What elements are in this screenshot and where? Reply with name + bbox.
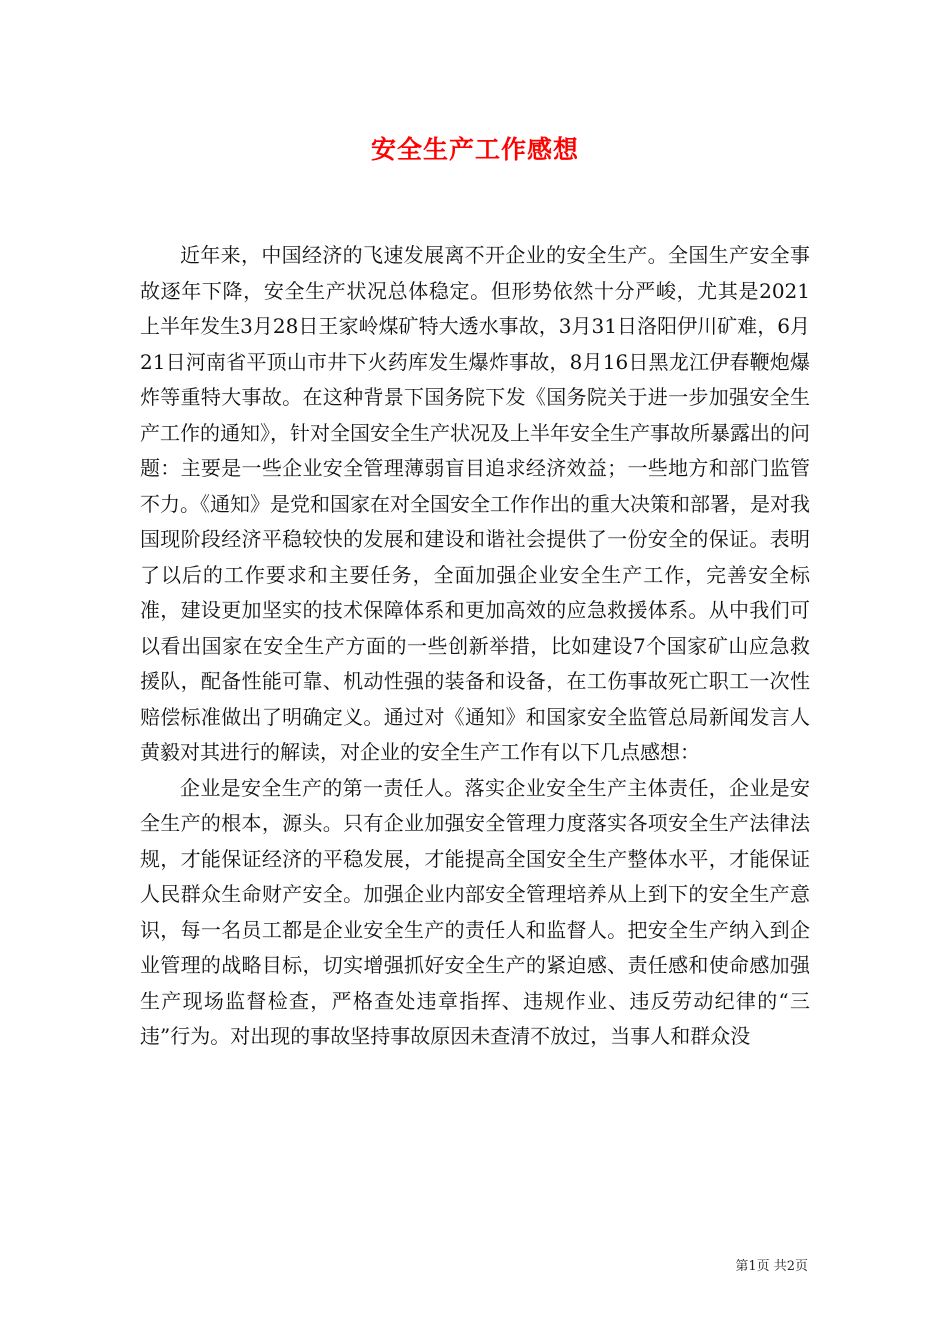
paragraph-2: 企业是安全生产的第一责任人。落实企业安全生产主体责任，企业是安全生产的根本，源头。只有企业加强安全管理力度落实各项安全生产法律法规，才能保证经济的平稳发展，才能提高全国安全生产整体水平，才能保证人民群众生命财产安全。加强企业内部安全管理培养从上到下的安全生产意识，每一名员工都是企业安全生产的责任人和监督人。把安全生产纳入到企业管理的战略目标，切实增强抓好安全生产的紧迫感、责任感和使命感加强生产现场监督检查，严格查处违章指挥、违规作业、违反劳动纪律的“三违”行为。对出现的事故坚持事故原因未查清不放过，当事人和群众没 — [140, 775, 810, 1048]
paragraph-1: 近年来，中国经济的飞速发展离不开企业的安全生产。全国生产安全事故逐年下降，安全生产状况总体稳定。但形势依然十分严峻，尤其是2021上半年发生3月28日王家岭煤矿特大透水事故，3月31日洛阳伊川矿难，6月21日河南省平顶山市井下火药库发生爆炸事故，8月16日黑龙江伊春鞭炮爆炸等重特大事故。在这种背景下国务院下发《国务院关于进一步加强安全生产工作的通知》，针对全国安全生产状况及上半年安全生产事故所暴露出的问题：主要是一些企业安全管理薄弱盲目追求经济效益；一些地方和部门监管不力。《通知》是党和国家在对全国安全工作作出的重大决策和部署，是对我国现阶段经济平稳较快的发展和建设和谐社会提供了一份安全的保证。表明了以后的工作要求和主要任务，全面加强企业安全生产工作，完善安全标准，建设更加坚实的技术保障体系和更加高效的应急救援体系。从中我们可以看出国家在安全生产方面的一些创新举措，比如建设7个国家矿山应急救援队，配备性能可靠、机动性强的装备和设备，在工伤事故死亡职工一次性赔偿标准做出了明确定义。通过对《通知》和国家安全监管总局新闻发言人黄毅对其进行的解读，对企业的安全生产工作有以下几点感想： — [140, 243, 810, 764]
document-body — [140, 238, 810, 1055]
page-number-footer: 第1页 共2页 — [735, 1259, 808, 1274]
page-title: 安全生产工作感想 — [370, 135, 579, 164]
